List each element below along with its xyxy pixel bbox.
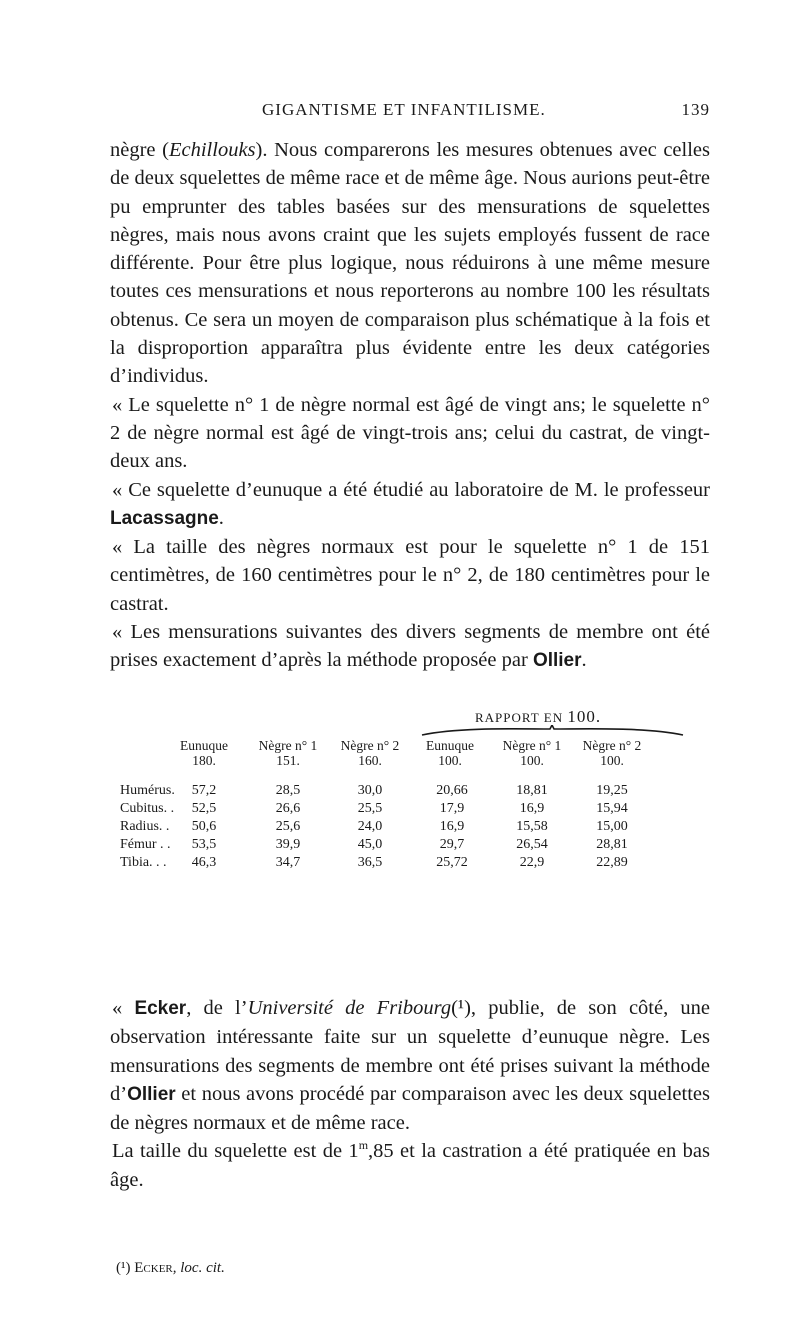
paragraph-5	[110, 618, 710, 676]
paragraph-2: « Le squelette n° 1 de nègre normal est âgé de vingt ans; le squelette n° 2 de nègre normal est âgé de vingt-trois ans; celui du castrat, de vingt-deux ans.	[110, 393, 710, 473]
paragraph-7-superscript: m	[358, 1138, 369, 1153]
body-text-top	[110, 136, 710, 676]
paragraph-3-start: « Ce squelette d’eunuque a été étudié au laboratoire de M. le professeur	[112, 478, 710, 501]
table-cell: 16,9	[519, 801, 545, 816]
paragraph-4: « La taille des nègres normaux est pour le squelette n° 1 de 151 centimètres, de 160 centimètres pour le n° 2, de 180 centimètres pour le castrat.	[110, 536, 710, 615]
column-header-sub: 100.	[520, 753, 544, 768]
table-cell: 19,25	[596, 783, 628, 798]
rapport-label-value: 100.	[567, 707, 602, 726]
column-header-sub: 151.	[276, 753, 300, 768]
table-cell: 28,5	[275, 783, 301, 798]
rapport-label	[475, 707, 601, 727]
table-cell: 45,0	[357, 837, 383, 852]
footnote-reference[interactable]: (¹)	[451, 997, 471, 1019]
paragraph-7-start: La taille du squelette est de 1	[112, 1140, 359, 1163]
row-label: Fémur . .	[120, 837, 171, 852]
table-cell: 25,72	[436, 855, 468, 870]
column-header-name: Nègre n° 1	[502, 738, 562, 753]
footnote-mark: (¹)	[116, 1260, 131, 1276]
table-cell: 46,3	[191, 855, 217, 870]
column-header-name: Eunuque	[180, 738, 228, 753]
column-header-sub: 180.	[192, 753, 216, 768]
footnote	[116, 1260, 225, 1277]
table-cell: 28,81	[596, 837, 628, 852]
paragraph-1	[110, 136, 710, 391]
paragraph-6	[110, 994, 710, 1137]
table-cell: 24,0	[357, 819, 383, 834]
table-cell: 52,5	[191, 801, 217, 816]
table-cell: 22,89	[596, 855, 628, 870]
table-cell: 20,66	[436, 783, 468, 798]
paragraph-3-end: .	[218, 506, 224, 529]
table-cell: 26,54	[516, 837, 548, 852]
column-header-name: Nègre n° 1	[258, 738, 318, 753]
table-cell: 53,5	[191, 837, 217, 852]
column-header	[248, 738, 328, 768]
paragraph-6-italic: Université de Fribourg	[247, 997, 452, 1019]
column-header-sub: 100.	[600, 753, 624, 768]
paragraph-7	[110, 1137, 710, 1194]
measurements-table	[120, 707, 720, 947]
column-header	[410, 738, 490, 768]
column-header	[330, 738, 410, 768]
paragraph-1-start: nègre (	[110, 139, 169, 161]
table-cell: 17,9	[439, 801, 465, 816]
table-cell: 29,7	[439, 837, 465, 852]
paragraph-6-end: et nous avons procédé par comparaison avec les deux squelettes de nègres normaux et de même race.	[110, 1082, 710, 1135]
paragraph-6-name: Ecker	[134, 998, 187, 1019]
table-cell: 15,00	[596, 819, 628, 834]
row-label: Tibia. . .	[120, 855, 167, 870]
column-header-sub: 160.	[358, 753, 382, 768]
paragraph-7-end: ,85 et la castration a été pratiquée en bas âge.	[110, 1140, 710, 1191]
column-header	[572, 738, 652, 768]
row-label: Cubitus. .	[120, 801, 175, 816]
table-cell: 18,81	[516, 783, 548, 798]
table-cell: 22,9	[519, 855, 545, 870]
body-text-bottom	[110, 994, 710, 1194]
table-cell: 25,5	[357, 801, 383, 816]
footnote-text: , loc. cit.	[172, 1260, 225, 1276]
table-cell: 16,9	[439, 819, 465, 834]
paragraph-6-quote: «	[112, 997, 135, 1019]
table-cell: 36,5	[357, 855, 383, 870]
paragraph-1-rest: ). Nous comparerons les mesures obtenues avec celles de deux squelettes de même race et de même âge. Nous aurions peut-être pu emprunter des tables basées sur des mensurations de squelettes nègres, mais nous avons craint que les sujets employés fussent de race différente. Pour être plus logique, nous réduirons à une même mesure toutes ces mensurations et nous reporterons au nombre 100 les résultats obtenus. Ce sera un moyen de comparaison plus schématique à la fois et la disproportion apparaîtra plus évidente entre les deux catégories d’individus.	[110, 139, 711, 388]
brace-icon	[420, 725, 685, 737]
page-number: 139	[681, 100, 710, 119]
row-label: Radius. .	[120, 819, 170, 834]
rapport-label-text: RAPPORT EN	[475, 710, 564, 725]
paragraph-6-mid: , de l’	[186, 997, 248, 1019]
paragraph-3	[110, 476, 710, 534]
paragraph-6-name-2: Ollier	[127, 1083, 176, 1105]
column-header-sub: 100.	[438, 753, 462, 768]
page-header	[112, 100, 710, 124]
table-cell: 25,6	[275, 819, 301, 834]
column-header-name: Nègre n° 2	[340, 738, 400, 753]
paragraph-3-name: Lacassagne	[110, 507, 219, 529]
table-cell: 39,9	[275, 837, 301, 852]
footnote-author: Ecker	[134, 1260, 173, 1276]
table-cell: 57,2	[191, 783, 217, 798]
row-label: Humérus.	[120, 783, 175, 798]
column-header-name: Eunuque	[426, 738, 474, 753]
paragraph-5-name: Ollier	[532, 650, 582, 672]
table-cell: 30,0	[357, 783, 383, 798]
paragraph-5-end: .	[581, 649, 587, 672]
column-header	[492, 738, 572, 768]
paragraph-6-rest: , publie, de son côté, une observation intéressante faite sur un squelette d’eunuque nègre. Les mensurations des segments de membre ont été prises suivant la méthode d’	[110, 997, 711, 1105]
table-cell: 15,94	[596, 801, 628, 816]
column-header	[164, 738, 244, 768]
running-title: GIGANTISME ET INFANTILISME.	[262, 100, 546, 119]
paragraph-5-start: « Les mensurations suivantes des divers segments de membre ont été prises exactement d’après la méthode proposée par	[110, 621, 710, 672]
table-cell: 15,58	[516, 819, 548, 834]
column-header-name: Nègre n° 2	[582, 738, 642, 753]
paragraph-1-italic: Echillouks	[168, 139, 256, 161]
table-cell: 34,7	[275, 855, 301, 870]
table-cell: 50,6	[191, 819, 217, 834]
table-cell: 26,6	[275, 801, 301, 816]
